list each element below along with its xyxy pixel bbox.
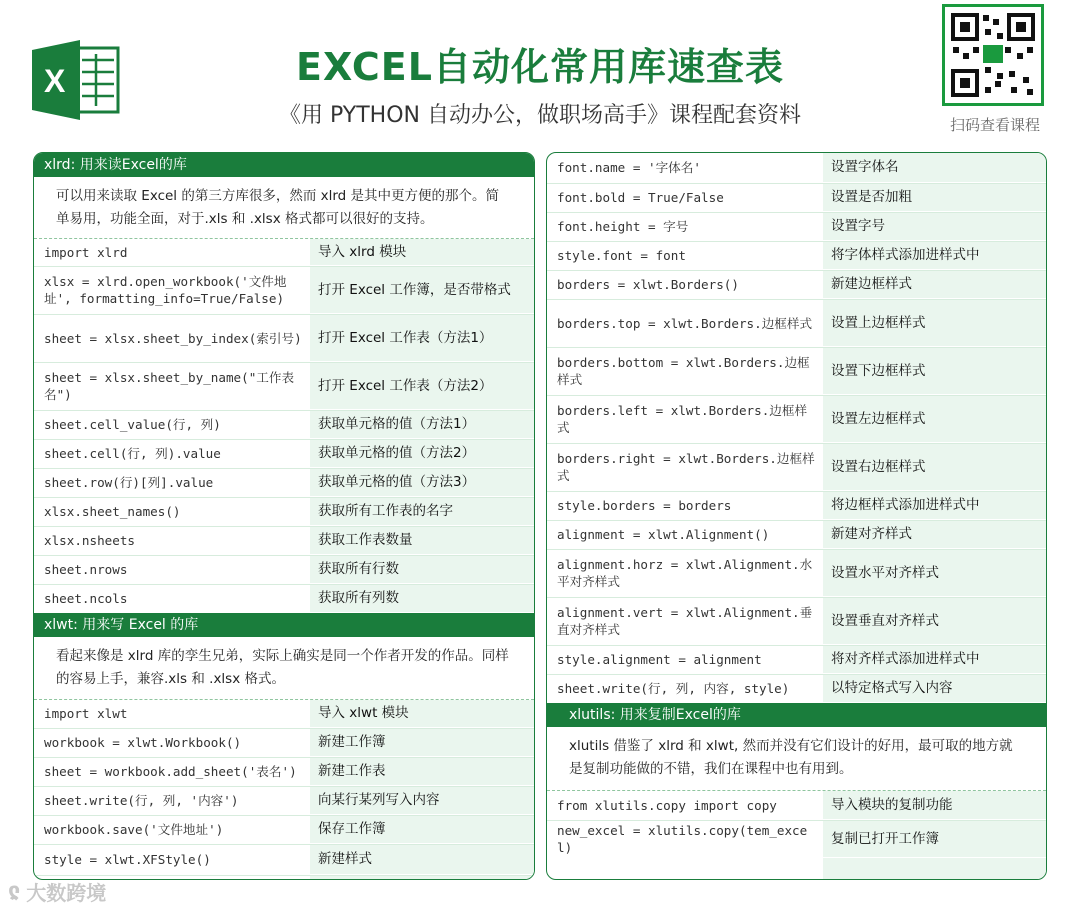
table-row — [34, 468, 534, 497]
code-cell: borders.right = xlwt.Borders.边框样式 — [557, 451, 815, 483]
description-cell: 以特定格式写入内容 — [823, 675, 1046, 702]
page-subtitle: 《用 PYTHON 自动办公，做职场高手》课程配套资料 — [279, 103, 801, 128]
xlrd-description: 可以用来读取 Excel 的第三方库很多，然而 xlrd 是其中更方便的那个。简单易用，功能全面，对于.xls 和 .xlsx 格式都可以很好的支持。 — [34, 177, 534, 239]
description-cell: 将边框样式添加进样式中 — [823, 492, 1046, 519]
watermark-text: 大数跨境 — [26, 880, 107, 905]
description-cell: 设置垂直对齐样式 — [823, 598, 1046, 644]
xlwt-description: 看起来像是 xlrd 库的孪生兄弟，实际上确实是同一个作者开发的作品。同样的容易上手，兼容.xls 和 .xlsx 格式。 — [34, 637, 534, 700]
code-cell: borders.top = xlwt.Borders.边框样式 — [557, 315, 813, 331]
table-row — [547, 347, 1046, 395]
table-row — [34, 526, 534, 555]
description-cell: 新建对齐样式 — [823, 521, 1046, 548]
description-cell: 保存工作簿 — [310, 816, 534, 843]
table-row — [547, 645, 1046, 674]
table-row — [34, 844, 534, 875]
table-row — [34, 700, 534, 728]
table-row — [34, 728, 534, 757]
table-row — [34, 786, 534, 815]
xlrd-table — [34, 239, 534, 613]
table-row — [547, 520, 1046, 549]
table-row — [547, 597, 1046, 645]
description-cell: 打开 Excel 工作表（方法1） — [310, 315, 534, 361]
description-cell: 新建样式 — [310, 845, 534, 874]
description-cell: 获取所有行数 — [310, 556, 534, 583]
xlutils-section-header: xlutils: 用来复制Excel的库 — [547, 703, 1046, 727]
description-cell: 获取单元格的值（方法3） — [310, 469, 534, 496]
code-cell: xlsx.nsheets — [44, 533, 135, 548]
description-cell: 设置下边框样式 — [823, 348, 1046, 394]
code-cell: alignment.horz = xlwt.Alignment.水平对齐样式 — [557, 557, 813, 589]
code-cell: borders.left = xlwt.Borders.边框样式 — [557, 403, 808, 435]
code-cell: xlsx = xlrd.open_workbook('文件地址', formatting_info=True/False) — [44, 274, 287, 306]
description-cell: 设置水平对齐样式 — [823, 550, 1046, 596]
description-cell: 获取单元格的值（方法1） — [310, 411, 534, 438]
code-cell: import xlrd — [44, 244, 128, 260]
table-row — [547, 443, 1046, 491]
description-cell: 设置上边框样式 — [823, 300, 1046, 346]
table-row — [547, 299, 1046, 347]
left-panel — [33, 152, 535, 880]
table-row — [547, 674, 1046, 703]
table-row — [34, 497, 534, 526]
table-row — [34, 555, 534, 584]
table-row — [34, 584, 534, 613]
table-row — [34, 757, 534, 786]
xlrd-section-header: xlrd: 用来读Excel的库 — [34, 153, 534, 177]
description-cell: 打开 Excel 工作表（方法2） — [310, 363, 534, 409]
description-cell: 新建工作表 — [310, 758, 534, 785]
description-cell: 将字体样式添加进样式中 — [823, 242, 1046, 269]
code-cell: sheet.ncols — [44, 591, 128, 606]
code-cell: sheet = xlsx.sheet_by_name("工作表名") — [44, 370, 295, 402]
table-row — [547, 183, 1046, 212]
description-cell — [310, 876, 534, 880]
page-title: EXCEL自动化常用库速查表 — [296, 45, 784, 89]
code-cell: borders.bottom = xlwt.Borders.边框样式 — [557, 355, 810, 387]
table-row — [547, 212, 1046, 241]
code-cell: sheet.cell_value(行, 列) — [44, 417, 221, 432]
code-cell: from xlutils.copy import copy — [557, 797, 777, 813]
description-cell: 新建边框样式 — [823, 271, 1046, 298]
table-row — [547, 270, 1046, 299]
code-cell: sheet.nrows — [44, 562, 128, 577]
description-cell: 导入 xlwt 模块 — [310, 700, 534, 727]
description-cell: 复制已打开工作簿 — [823, 821, 1046, 857]
table-row — [547, 491, 1046, 520]
excel-logo-letter: X — [44, 63, 66, 99]
style-table — [547, 153, 1046, 703]
table-row — [34, 815, 534, 844]
table-row — [34, 410, 534, 439]
code-cell: style.alignment = alignment — [557, 652, 762, 667]
code-cell: style.font = font — [557, 248, 686, 263]
code-cell: xlsx.sheet_names() — [44, 504, 181, 519]
description-cell: 设置右边框样式 — [823, 444, 1046, 490]
code-cell: style.borders = borders — [557, 498, 732, 513]
description-cell: 导入模块的复制功能 — [823, 791, 1046, 819]
qr-code-icon[interactable] — [942, 4, 1044, 106]
description-cell: 设置是否加粗 — [823, 184, 1046, 211]
xlutils-description: xlutils 借鉴了 xlrd 和 xlwt, 然而并没有它们设计的好用，最可取的地方就是复制功能做的不错，我们在课程中也有用到。 — [547, 727, 1046, 791]
code-cell: alignment = xlwt.Alignment() — [557, 527, 770, 542]
xlutils-table — [547, 791, 1046, 858]
table-row — [547, 549, 1046, 597]
code-cell: sheet = workbook.add_sheet('表名') — [44, 764, 297, 779]
table-row — [34, 362, 534, 410]
description-cell: 新建工作簿 — [310, 729, 534, 756]
description-cell: 导入 xlrd 模块 — [310, 239, 534, 265]
qr-label: 扫码查看课程 — [949, 116, 1040, 134]
code-cell: sheet.write(行, 列, '内容') — [44, 793, 239, 808]
description-cell: 获取单元格的值（方法2） — [310, 440, 534, 467]
table-row — [547, 820, 1046, 858]
table-row — [34, 239, 534, 266]
watermark-logo-icon: ჺ — [8, 878, 21, 904]
description-cell: 获取工作表数量 — [310, 527, 534, 554]
description-cell: 打开 Excel 工作簿，是否带格式 — [310, 267, 534, 313]
xlwt-section-header: xlwt: 用来写 Excel 的库 — [34, 613, 534, 637]
description-cell: 将对齐样式添加进样式中 — [823, 646, 1046, 673]
code-cell: sheet.row(行)[列].value — [44, 475, 214, 490]
code-cell: import xlwt — [44, 706, 128, 721]
table-row — [547, 395, 1046, 443]
table-row — [547, 241, 1046, 270]
code-cell: workbook = xlwt.Workbook() — [44, 735, 242, 750]
code-cell: new_excel = xlutils.copy(tem_excel) — [557, 823, 808, 855]
code-cell: sheet.cell(行, 列).value — [44, 446, 221, 461]
code-cell: borders = xlwt.Borders() — [557, 277, 739, 292]
right-panel — [546, 152, 1047, 880]
xlutils-filler — [547, 858, 1046, 880]
table-row — [547, 791, 1046, 820]
description-cell: 设置字体名 — [823, 153, 1046, 182]
code-cell: sheet.write(行, 列, 内容, style) — [557, 681, 790, 696]
table-row — [547, 153, 1046, 183]
table-row — [34, 314, 534, 362]
description-cell: 设置左边框样式 — [823, 396, 1046, 442]
code-cell: workbook.save('文件地址') — [44, 822, 224, 837]
code-cell: font.name = '字体名' — [557, 160, 701, 175]
description-cell: 获取所有工作表的名字 — [310, 498, 534, 525]
xlwt-table — [34, 700, 534, 880]
description-cell: 设置字号 — [823, 213, 1046, 240]
watermark — [8, 876, 158, 906]
table-row — [34, 266, 534, 314]
code-cell: font.bold = True/False — [557, 190, 724, 205]
description-cell: 向某行某列写入内容 — [310, 787, 534, 814]
description-cell: 获取所有列数 — [310, 585, 534, 612]
code-cell: alignment.vert = xlwt.Alignment.垂直对齐样式 — [557, 605, 813, 637]
code-cell: sheet = xlsx.sheet_by_index(索引号) — [44, 330, 302, 346]
code-cell: style = xlwt.XFStyle() — [44, 852, 211, 867]
code-cell: font.height = 字号 — [557, 219, 689, 234]
table-row — [34, 439, 534, 468]
